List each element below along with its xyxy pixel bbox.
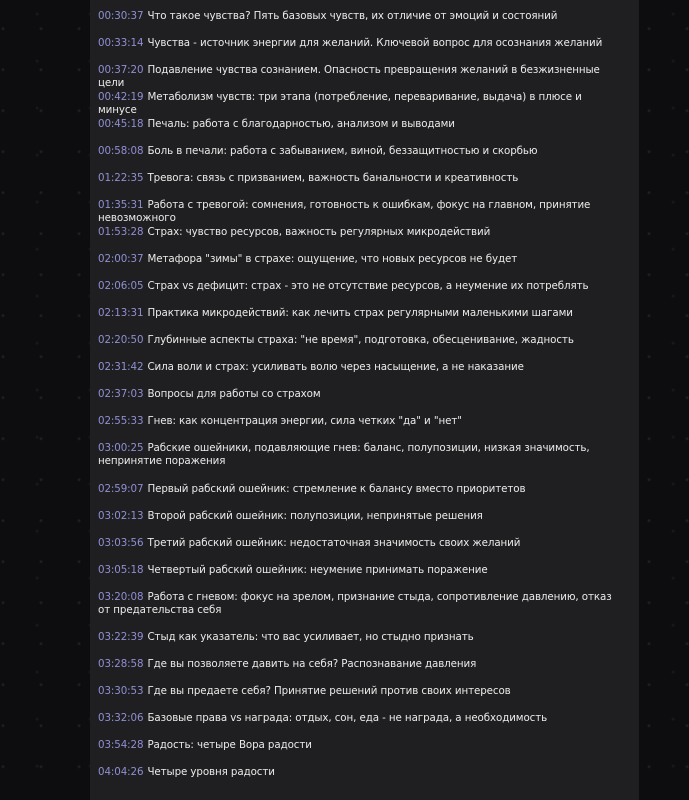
entry-text: Стыд как указатель: что вас усиливает, но стыдно признать	[147, 631, 474, 643]
entry-text: Четвертый рабский ошейник: неумение принимать поражение	[147, 564, 488, 576]
entry-text: Страх: чувство ресурсов, важность регулярных микродействий	[147, 226, 491, 238]
entry-text: Четыре уровня радости	[147, 766, 275, 778]
list-item	[98, 564, 618, 577]
timestamp-link[interactable]: 03:22:39	[98, 631, 144, 643]
list-item	[98, 91, 618, 117]
list-item	[98, 483, 618, 496]
timestamp-link[interactable]: 04:04:26	[98, 766, 144, 778]
entry-text: Где вы предаете себя? Принятие решений против своих интересов	[147, 685, 511, 697]
entry-text: Радость: четыре Вора радости	[147, 739, 312, 751]
timestamp-link[interactable]: 02:31:42	[98, 361, 144, 373]
list-item	[98, 307, 618, 320]
entry-text: Рабские ошейники, подавляющие гнев: баланс, полупозиции, низкая значимость, непринятие поражения	[98, 442, 590, 467]
list-item	[98, 64, 618, 90]
list-item	[98, 685, 618, 698]
entry-text: Метафора "зимы" в страхе: ощущение, что новых ресурсов не будет	[147, 253, 518, 265]
entry-text: Работа с тревогой: сомнения, готовность к ошибкам, фокус на главном, принятие невозможного	[98, 199, 591, 224]
list-item	[98, 334, 618, 347]
timestamp-link[interactable]: 03:28:58	[98, 658, 144, 670]
list-item	[98, 118, 618, 131]
timestamp-link[interactable]: 02:20:50	[98, 334, 144, 346]
list-item	[98, 388, 618, 401]
list-item	[98, 361, 618, 374]
entry-text: Первый рабский ошейник: стремление к балансу вместо приоритетов	[147, 483, 526, 495]
entry-text: Что такое чувства? Пять базовых чувств, их отличие от эмоций и состояний	[147, 10, 558, 22]
entry-text: Сила воли и страх: усиливать волю через насыщение, а не наказание	[147, 361, 524, 373]
timestamp-link[interactable]: 03:32:06	[98, 712, 144, 724]
timestamp-link[interactable]: 03:05:18	[98, 564, 144, 576]
list-item	[98, 442, 618, 468]
entry-text: Страх vs дефицит: страх - это не отсутствие ресурсов, а неумение их потреблять	[147, 280, 589, 292]
list-item	[98, 280, 618, 293]
entry-text: Базовые права vs награда: отдых, сон, еда - не награда, а необходимость	[147, 712, 548, 724]
timestamp-link[interactable]: 02:55:33	[98, 415, 144, 427]
timestamp-link[interactable]: 03:30:53	[98, 685, 144, 697]
entry-text: Гнев: как концентрация энергии, сила четких "да" и "нет"	[147, 415, 462, 427]
entry-text: Чувства - источник энергии для желаний. Ключевой вопрос для осознания желаний	[147, 37, 603, 49]
entry-text: Практика микродействий: как лечить страх регулярными маленькими шагами	[147, 307, 573, 319]
list-item	[98, 226, 618, 239]
entry-text: Работа с гневом: фокус на зрелом, признание стыда, сопротивление давлению, отказ от предательства себя	[98, 591, 612, 616]
list-item	[98, 10, 618, 23]
entry-text: Метаболизм чувств: три этапа (потребление, переваривание, выдача) в плюсе и минусе	[98, 91, 582, 116]
timestamp-link[interactable]: 03:00:25	[98, 442, 144, 454]
timestamp-link[interactable]: 01:35:31	[98, 199, 144, 211]
timestamp-link[interactable]: 01:53:28	[98, 226, 144, 238]
timestamp-link[interactable]: 03:03:56	[98, 537, 144, 549]
timestamp-link[interactable]: 02:37:03	[98, 388, 144, 400]
list-item	[98, 766, 618, 779]
list-item	[98, 591, 618, 617]
timestamp-link[interactable]: 02:00:37	[98, 253, 144, 265]
timestamp-link[interactable]: 00:45:18	[98, 118, 144, 130]
list-item	[98, 172, 618, 185]
timestamp-link[interactable]: 00:37:20	[98, 64, 144, 76]
list-item	[98, 658, 618, 671]
list-item	[98, 537, 618, 550]
timestamp-link[interactable]: 03:54:28	[98, 739, 144, 751]
list-item	[98, 712, 618, 725]
entry-text: Третий рабский ошейник: недостаточная значимость своих желаний	[147, 537, 521, 549]
list-item	[98, 199, 618, 225]
list-item	[98, 739, 618, 752]
timestamp-link[interactable]: 03:02:13	[98, 510, 144, 522]
timestamp-link[interactable]: 02:13:31	[98, 307, 144, 319]
list-item	[98, 415, 618, 428]
entry-text: Печаль: работа с благодарностью, анализом и выводами	[147, 118, 455, 130]
entry-text: Подавление чувства сознанием. Опасность превращения желаний в безжизненные цели	[98, 64, 600, 89]
list-item	[98, 145, 618, 158]
entry-text: Боль в печали: работа с забыванием, виной, беззащитностью и скорбью	[147, 145, 538, 157]
timestamp-link[interactable]: 00:58:08	[98, 145, 144, 157]
list-item	[98, 253, 618, 266]
entry-text: Вопросы для работы со страхом	[147, 388, 321, 400]
entry-text: Второй рабский ошейник: полупозиции, непринятые решения	[147, 510, 483, 522]
timestamp-link[interactable]: 00:42:19	[98, 91, 144, 103]
timestamp-link[interactable]: 02:59:07	[98, 483, 144, 495]
timestamp-link[interactable]: 02:06:05	[98, 280, 144, 292]
list-item	[98, 37, 618, 50]
message-panel	[90, 0, 639, 800]
entry-text: Глубинные аспекты страха: "не время", подготовка, обесценивание, жадность	[147, 334, 574, 346]
timestamp-link[interactable]: 00:30:37	[98, 10, 144, 22]
entry-text: Где вы позволяете давить на себя? Распознавание давления	[147, 658, 477, 670]
timestamp-link[interactable]: 03:20:08	[98, 591, 144, 603]
list-item	[98, 510, 618, 523]
timestamp-link[interactable]: 01:22:35	[98, 172, 144, 184]
list-item	[98, 631, 618, 644]
entry-text: Тревога: связь с призванием, важность банальности и креативность	[147, 172, 519, 184]
timestamp-link[interactable]: 00:33:14	[98, 37, 144, 49]
